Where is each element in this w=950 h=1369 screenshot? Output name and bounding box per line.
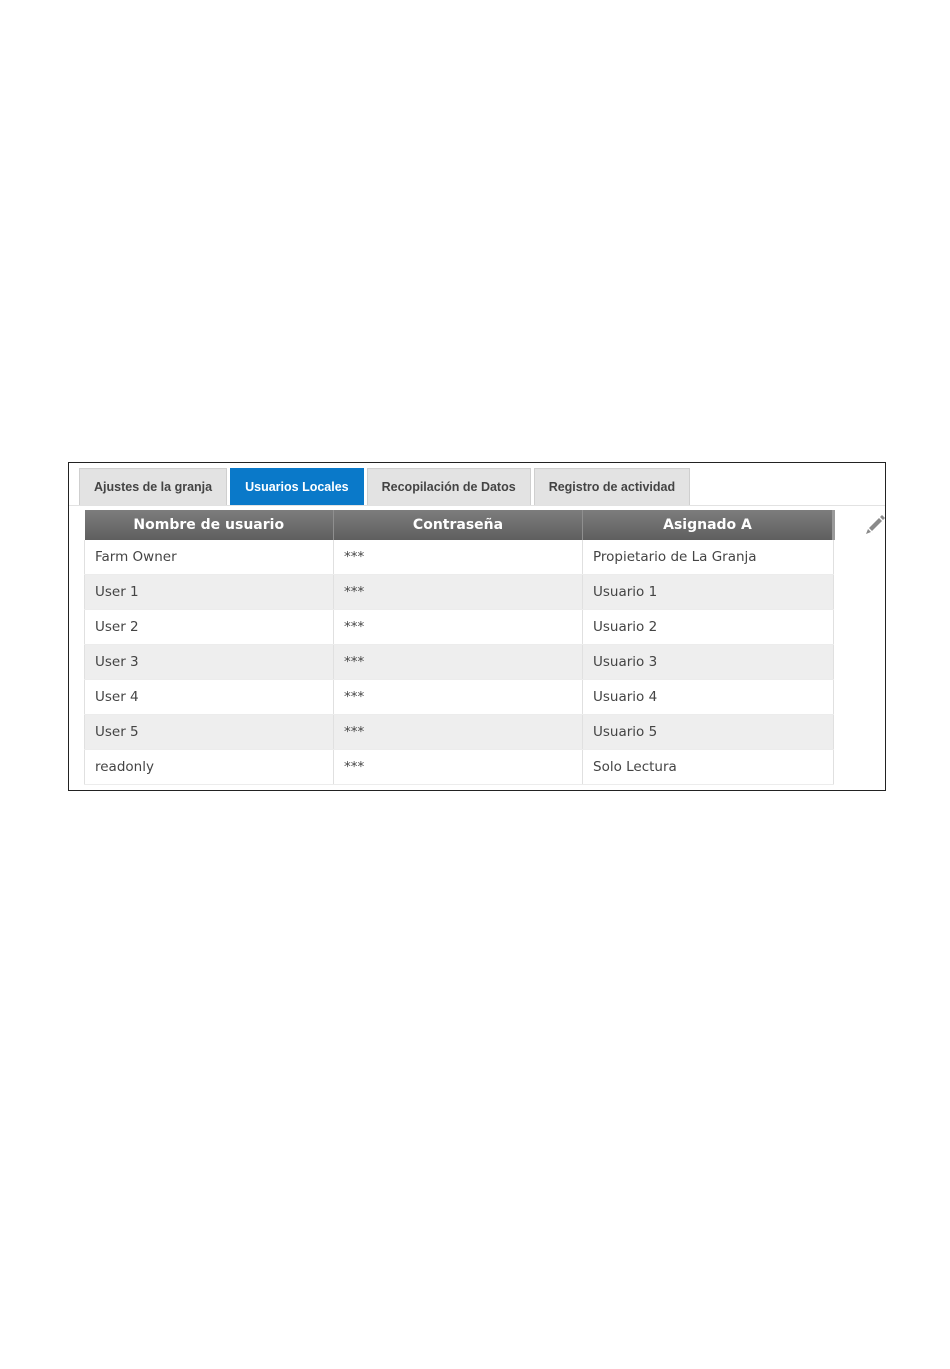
username-cell: readonly xyxy=(85,750,334,785)
assigned-to-cell: Usuario 1 xyxy=(583,575,834,610)
table-row[interactable] xyxy=(85,610,834,645)
password-cell: *** xyxy=(334,610,583,645)
table-row[interactable] xyxy=(85,680,834,715)
password-cell: *** xyxy=(334,540,583,575)
column-header-password[interactable]: Contraseña xyxy=(334,510,583,540)
assigned-to-cell: Usuario 2 xyxy=(583,610,834,645)
username-cell: User 5 xyxy=(85,715,334,750)
table-header-row xyxy=(85,510,834,540)
username-cell: User 1 xyxy=(85,575,334,610)
password-cell: *** xyxy=(334,575,583,610)
tab-bar xyxy=(79,468,690,505)
table-row[interactable] xyxy=(85,575,834,610)
password-cell: *** xyxy=(334,715,583,750)
edit-button[interactable] xyxy=(864,513,886,535)
tab-divider xyxy=(69,505,885,506)
username-cell: User 4 xyxy=(85,680,334,715)
table-row[interactable] xyxy=(85,715,834,750)
table-row[interactable] xyxy=(85,750,834,785)
local-users-panel xyxy=(68,462,886,791)
tab-farm-settings[interactable]: Ajustes de la granja xyxy=(79,468,227,505)
assigned-to-cell: Usuario 5 xyxy=(583,715,834,750)
password-cell: *** xyxy=(334,680,583,715)
password-cell: *** xyxy=(334,750,583,785)
username-cell: User 3 xyxy=(85,645,334,680)
username-cell: Farm Owner xyxy=(85,540,334,575)
table-row[interactable] xyxy=(85,645,834,680)
assigned-to-cell: Solo Lectura xyxy=(583,750,834,785)
table-row[interactable] xyxy=(85,540,834,575)
tab-local-users[interactable]: Usuarios Locales xyxy=(230,468,364,505)
tab-data-collection[interactable]: Recopilación de Datos xyxy=(367,468,531,505)
users-table xyxy=(84,510,835,785)
assigned-to-cell: Usuario 3 xyxy=(583,645,834,680)
password-cell: *** xyxy=(334,645,583,680)
username-cell: User 2 xyxy=(85,610,334,645)
tab-activity-log[interactable]: Registro de actividad xyxy=(534,468,690,505)
pencil-icon xyxy=(864,513,886,535)
column-header-username[interactable]: Nombre de usuario xyxy=(85,510,334,540)
assigned-to-cell: Usuario 4 xyxy=(583,680,834,715)
column-header-assigned-to[interactable]: Asignado A xyxy=(583,510,834,540)
assigned-to-cell: Propietario de La Granja xyxy=(583,540,834,575)
